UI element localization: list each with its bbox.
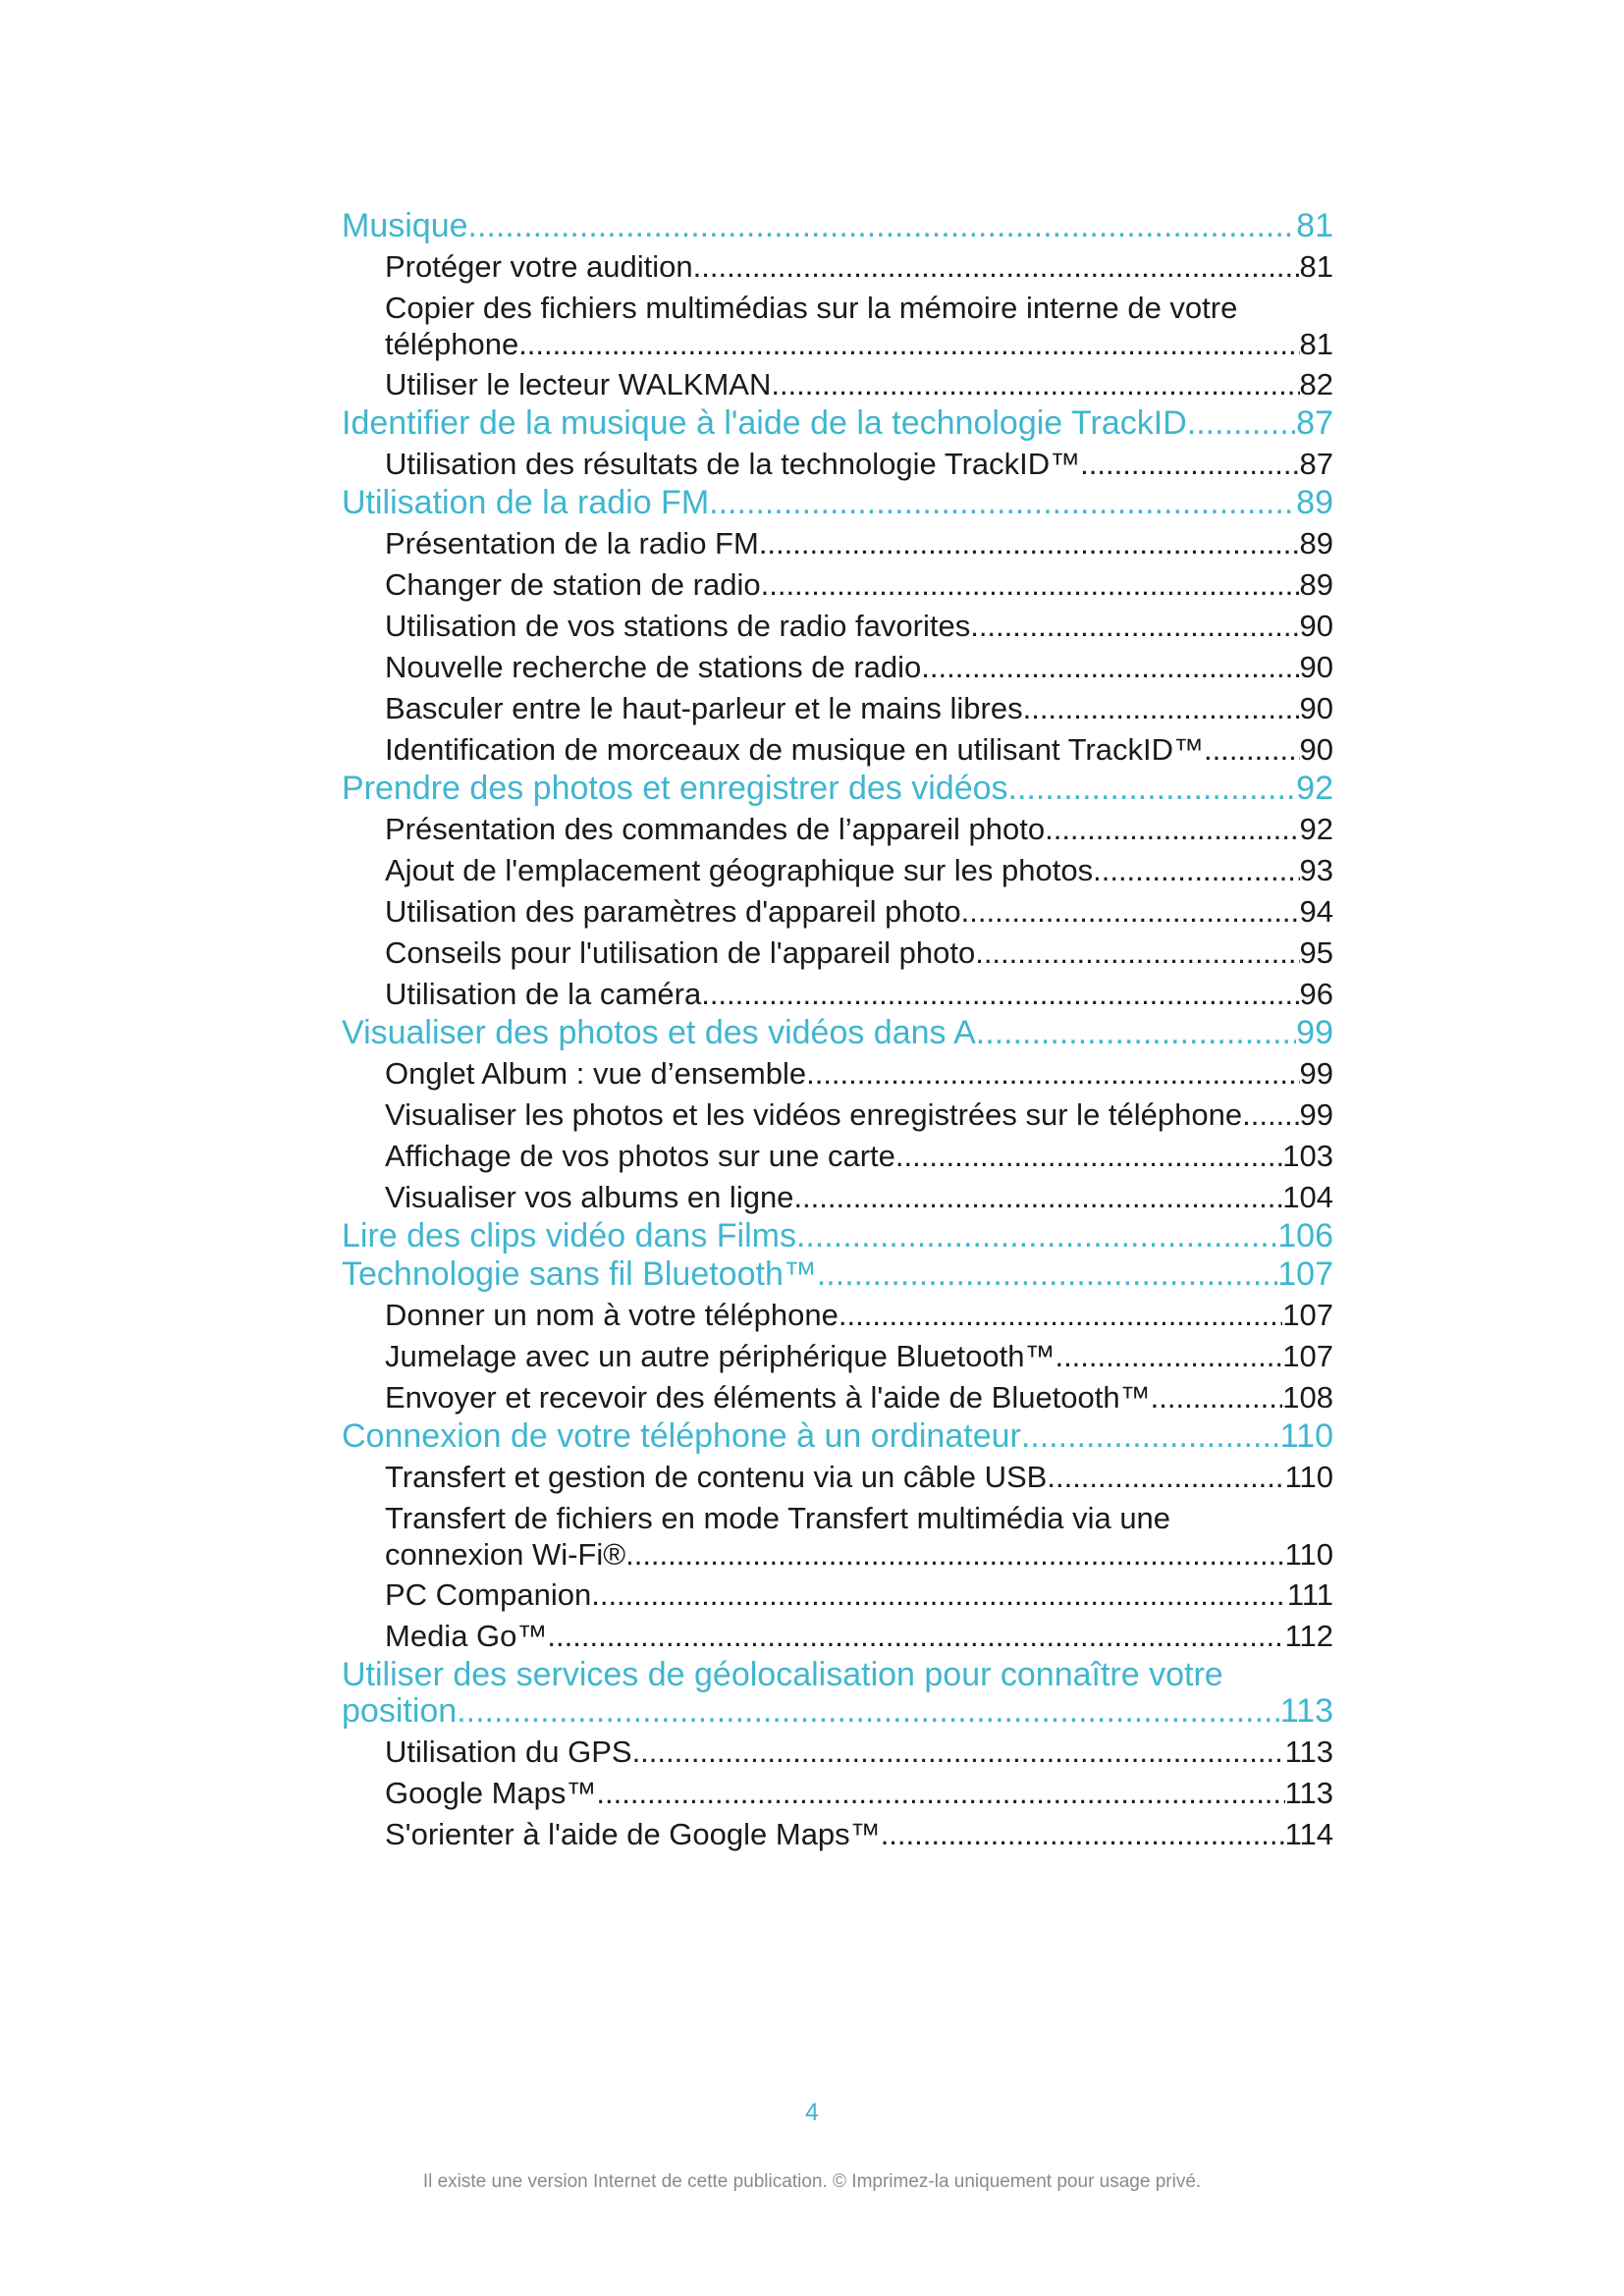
toc-subentry-page: 114 [1284, 1817, 1333, 1851]
toc-subentry-title: connexion Wi-Fi® [385, 1537, 626, 1572]
toc-subentry-title: Utilisation des résultats de la technologie TrackID™ [385, 444, 1080, 485]
toc-subentry-title: Utilisation de la caméra [385, 974, 701, 1015]
toc-subentry[interactable] [342, 1536, 1333, 1573]
toc-subentry-title: Utilisation des paramètres d'appareil photo [385, 891, 961, 933]
dot-leader [1023, 688, 1300, 729]
toc-subentry-title: Ajout de l'emplacement géographique sur les photos [385, 850, 1093, 891]
toc-chapter-entry[interactable] [342, 1693, 1333, 1730]
toc-subentry-title-line1[interactable]: Copier des fichiers multimédias sur la mémoire interne de votre [385, 291, 1238, 325]
toc-chapter-title: Musique [342, 207, 468, 244]
toc-chapter-entry[interactable] [342, 1256, 1333, 1293]
toc-subentry[interactable] [342, 850, 1333, 891]
toc-subentry-page: 103 [1282, 1139, 1333, 1173]
toc-subentry[interactable] [342, 246, 1333, 288]
dot-leader [1187, 405, 1296, 442]
dot-leader [457, 1693, 1280, 1730]
toc-subentry-title: Donner un nom à votre téléphone [385, 1295, 839, 1336]
dot-leader [1008, 771, 1297, 807]
toc-chapter-entry[interactable] [342, 485, 1333, 521]
toc-subentry-page: 107 [1282, 1339, 1333, 1373]
toc-subentry[interactable] [342, 564, 1333, 606]
toc-subentry[interactable] [342, 974, 1333, 1015]
dot-leader [1080, 444, 1299, 485]
toc-subentry[interactable] [342, 1095, 1333, 1136]
toc-subentry[interactable] [342, 1295, 1333, 1336]
toc-subentry[interactable] [342, 891, 1333, 933]
toc-subentry[interactable] [342, 444, 1333, 485]
toc-subentry[interactable] [342, 606, 1333, 647]
toc-chapter-page: 81 [1296, 207, 1333, 244]
toc-chapter-entry[interactable] [342, 405, 1333, 442]
dot-leader [1047, 1457, 1284, 1498]
toc-chapter-title: Identifier de la musique à l'aide de la technologie TrackID [342, 404, 1187, 442]
dot-leader [596, 1773, 1284, 1814]
toc-subentry[interactable] [342, 1336, 1333, 1377]
toc-chapter-title: position [342, 1692, 458, 1730]
toc-subentry-page: 107 [1282, 1298, 1333, 1332]
toc-subentry-title: Changer de station de radio [385, 564, 761, 606]
toc-chapter-entry[interactable] [342, 1015, 1333, 1051]
dot-leader [693, 246, 1300, 288]
toc-subentry-page: 90 [1299, 732, 1333, 767]
toc-subentry[interactable] [342, 364, 1333, 405]
toc-chapter-title: Utilisation de la radio FM [342, 484, 710, 521]
toc-subentry[interactable] [342, 326, 1333, 362]
toc-subentry-title: Google Maps™ [385, 1773, 596, 1814]
dot-leader [817, 1256, 1277, 1293]
toc-subentry[interactable] [342, 1377, 1333, 1418]
toc-section [342, 1015, 1333, 1218]
toc-chapter-title: Connexion de votre téléphone à un ordinateur [342, 1417, 1021, 1455]
dot-leader [759, 523, 1300, 564]
toc-subentry-page: 113 [1284, 1735, 1333, 1769]
toc-chapter-entry[interactable] [342, 1418, 1333, 1455]
toc-subentry-title: Visualiser vos albums en ligne [385, 1177, 793, 1218]
toc-chapter-entry[interactable] [342, 1218, 1333, 1255]
toc-section [342, 1256, 1333, 1418]
toc-chapter-page: 110 [1279, 1417, 1333, 1455]
toc-chapter-title: Technologie sans fil Bluetooth™ [342, 1255, 817, 1293]
toc-subentry-page: 93 [1299, 853, 1333, 887]
toc-subentry-title: Jumelage avec un autre périphérique Bluetooth™ [385, 1336, 1055, 1377]
toc-subentry-page: 92 [1299, 812, 1333, 846]
toc-subentry-page: 90 [1299, 691, 1333, 725]
dot-leader [701, 974, 1299, 1015]
dot-leader [881, 1814, 1285, 1855]
toc-subentry-page: 110 [1284, 1537, 1333, 1572]
toc-subentry[interactable] [342, 688, 1333, 729]
dot-leader [796, 1218, 1277, 1255]
dot-leader [1045, 809, 1299, 850]
toc-subentry[interactable] [342, 1732, 1333, 1773]
toc-section [342, 771, 1333, 1015]
dot-leader [1055, 1336, 1282, 1377]
page-number: 4 [805, 2099, 819, 2126]
toc-subentry-page: 89 [1299, 526, 1333, 561]
toc-chapter-entry[interactable] [342, 771, 1333, 807]
dot-leader [975, 933, 1299, 974]
dot-leader [468, 208, 1297, 244]
toc-subentry-title: Envoyer et recevoir des éléments à l'aide de Bluetooth™ [385, 1377, 1151, 1418]
toc-subentry-title: Conseils pour l'utilisation de l'appareil photo [385, 933, 975, 974]
toc-subentry-page: 95 [1299, 935, 1333, 970]
toc-subentry-page: 108 [1282, 1380, 1333, 1415]
toc-chapter-title: Visualiser des photos et des vidéos dans A [342, 1014, 976, 1051]
toc-subentry[interactable] [342, 1575, 1333, 1616]
toc-subentry-page: 89 [1299, 567, 1333, 602]
dot-leader [1204, 729, 1300, 771]
toc-subentry-title: Transfert et gestion de contenu via un câble USB [385, 1457, 1047, 1498]
toc-subentry-title: Visualiser les photos et les vidéos enregistrées sur le téléphone [385, 1095, 1242, 1136]
dot-leader [771, 364, 1299, 405]
toc-subentry-title: Onglet Album : vue d’ensemble [385, 1053, 806, 1095]
toc-chapter-title: Lire des clips vidéo dans Films [342, 1217, 796, 1255]
toc-subentry-page: 81 [1299, 249, 1333, 284]
toc-subentry-title: S'orienter à l'aide de Google Maps™ [385, 1814, 881, 1855]
dot-leader [547, 1616, 1284, 1657]
toc-subentry[interactable] [342, 729, 1333, 771]
dot-leader [1242, 1095, 1299, 1136]
toc-subentry-page: 90 [1299, 609, 1333, 643]
dot-leader [518, 326, 1299, 362]
toc-subentry[interactable] [342, 1136, 1333, 1177]
toc-subentry[interactable] [342, 809, 1333, 850]
toc-chapter-page: 107 [1277, 1255, 1333, 1293]
toc-subentry-page: 110 [1284, 1460, 1333, 1494]
toc-subentry[interactable] [342, 1177, 1333, 1218]
dot-leader [632, 1732, 1285, 1773]
toc-subentry-page: 90 [1299, 650, 1333, 684]
toc-section [342, 1418, 1333, 1657]
toc-section [342, 485, 1333, 771]
toc-subentry-title-line1[interactable]: Transfert de fichiers en mode Transfert multimédia via une [385, 1501, 1171, 1535]
toc-subentry-page: 111 [1286, 1577, 1333, 1612]
toc-subentry-title: PC Companion [385, 1575, 591, 1616]
toc-chapter-page: 99 [1296, 1014, 1333, 1051]
toc-subentry[interactable] [342, 523, 1333, 564]
toc-subentry-page: 99 [1299, 1056, 1333, 1091]
toc-subentry[interactable] [342, 647, 1333, 688]
table-of-contents [342, 208, 1333, 1855]
toc-section [342, 1657, 1333, 1855]
dot-leader [625, 1536, 1284, 1573]
toc-chapter-page: 87 [1296, 404, 1333, 442]
dot-leader [591, 1575, 1287, 1616]
toc-chapter-title: Prendre des photos et enregistrer des vidéos [342, 770, 1008, 807]
toc-subentry-title: Nouvelle recherche de stations de radio [385, 647, 921, 688]
toc-subentry[interactable] [342, 933, 1333, 974]
dot-leader [895, 1136, 1282, 1177]
toc-subentry-title: Utilisation du GPS [385, 1732, 632, 1773]
toc-chapter-title-line1[interactable]: Utiliser des services de géolocalisation pour connaître votre [342, 1656, 1223, 1693]
toc-subentry-page: 81 [1299, 327, 1333, 361]
toc-subentry-page: 96 [1299, 977, 1333, 1011]
toc-chapter-page: 92 [1296, 770, 1333, 807]
toc-chapter-page: 113 [1279, 1692, 1333, 1730]
toc-subentry-title: Utilisation de vos stations de radio favorites [385, 606, 970, 647]
toc-subentry[interactable] [342, 1053, 1333, 1095]
toc-subentry-title: téléphone [385, 327, 519, 361]
dot-leader [709, 485, 1296, 521]
toc-chapter-entry[interactable] [342, 208, 1333, 244]
toc-subentry-title: Présentation de la radio FM [385, 523, 759, 564]
toc-subentry-page: 112 [1284, 1619, 1333, 1653]
dot-leader [961, 891, 1300, 933]
toc-section [342, 1218, 1333, 1255]
toc-subentry-title: Utiliser le lecteur WALKMAN [385, 364, 771, 405]
toc-subentry-page: 94 [1299, 894, 1333, 929]
toc-subentry-page: 82 [1299, 367, 1333, 401]
toc-subentry[interactable] [342, 1457, 1333, 1498]
toc-subentry-title: Protéger votre audition [385, 246, 693, 288]
dot-leader [1093, 850, 1299, 891]
toc-subentry-page: 104 [1282, 1180, 1333, 1214]
dot-leader [976, 1015, 1296, 1051]
dot-leader [921, 647, 1299, 688]
toc-subentry[interactable] [342, 1773, 1333, 1814]
toc-subentry-title: Basculer entre le haut-parleur et le mains libres [385, 688, 1023, 729]
dot-leader [806, 1053, 1299, 1095]
page-footer: Il existe une version Internet de cette publication. © Imprimez-la uniquement pour usage privé. [422, 2171, 1202, 2192]
toc-subentry-title: Identification de morceaux de musique en utilisant TrackID™ [385, 729, 1204, 771]
toc-subentry-page: 113 [1284, 1776, 1333, 1810]
dot-leader [1021, 1418, 1280, 1455]
toc-subentry[interactable] [342, 1814, 1333, 1855]
toc-subentry-page: 87 [1299, 447, 1333, 481]
toc-subentry-title: Affichage de vos photos sur une carte [385, 1136, 895, 1177]
dot-leader [1151, 1377, 1283, 1418]
toc-section [342, 405, 1333, 485]
toc-subentry-page: 99 [1299, 1097, 1333, 1132]
toc-subentry-title: Media Go™ [385, 1616, 547, 1657]
dot-leader [793, 1177, 1282, 1218]
toc-section [342, 208, 1333, 405]
dot-leader [839, 1295, 1282, 1336]
dot-leader [970, 606, 1299, 647]
dot-leader [761, 564, 1300, 606]
toc-chapter-page: 106 [1277, 1217, 1333, 1255]
toc-subentry[interactable] [342, 1616, 1333, 1657]
toc-chapter-page: 89 [1296, 484, 1333, 521]
toc-subentry-title: Présentation des commandes de l’appareil photo [385, 809, 1045, 850]
